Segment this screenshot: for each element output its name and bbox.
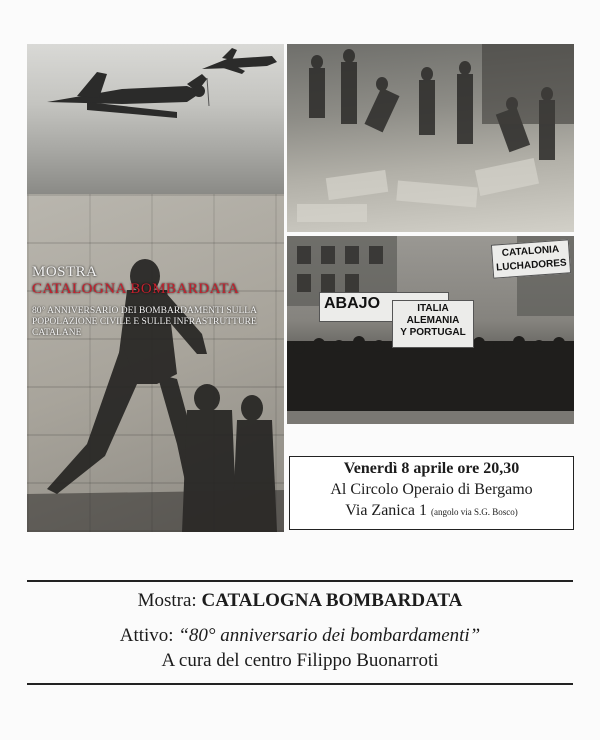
banner-abajo-text: ABAJO (324, 295, 381, 312)
banner-luchadores-text: LUCHADORES (495, 257, 568, 274)
overlay-title: CATALOGNA BOMBARDATA (32, 281, 240, 297)
workers-illustration (287, 44, 574, 232)
shelled-wall-photo (27, 194, 284, 532)
event-address: Via Zanica 1 (345, 502, 427, 519)
bottom-divider (27, 683, 573, 685)
event-date-time: Venerdì 8 aprile ore 20,30 (343, 460, 520, 477)
children-silhouettes (27, 194, 284, 532)
top-divider (27, 580, 573, 582)
banner-italia-text: ITALIA (417, 303, 449, 314)
mostra-label: Mostra: (137, 590, 197, 611)
banner-catalonia-text: CATALONIA (501, 244, 560, 260)
cura-line: A cura del centro Filippo Buonarroti (161, 650, 439, 671)
event-info-box (289, 456, 574, 530)
banner-catalonia (491, 239, 571, 278)
banner-portugal-text: Y PORTUGAL (400, 327, 466, 338)
demonstration-photo (287, 236, 574, 424)
rubble-workers-photo (287, 44, 574, 232)
event-address-note: (angolo via S.G. Bosco) (430, 507, 518, 517)
attivo-label: Attivo: (119, 625, 174, 646)
aircraft-photo (27, 44, 284, 194)
bomber-planes-illustration (27, 44, 284, 194)
mostra-title: CATALOGNA BOMBARDATA (201, 590, 463, 611)
overlay-subtitle: 80° ANNIVERSARIO DEI BOMBARDAMENTI SULLA POPOLAZIONE CIVILE E SULLE INFRASTRUTTURE CATALANE (32, 306, 257, 338)
event-venue: Al Circolo Operaio di Bergamo (330, 481, 533, 498)
banner-italia-alemania (392, 300, 474, 348)
event-address-line (290, 502, 573, 520)
attivo-text: “80° anniversario dei bombardamenti” (178, 625, 481, 646)
banner-alemania-text: ALEMANIA (406, 315, 460, 326)
overlay-mostra: MOSTRA (32, 264, 98, 280)
mostra-line (0, 590, 600, 612)
attivo-line (0, 625, 600, 647)
exhibition-overlay-text (32, 264, 282, 339)
